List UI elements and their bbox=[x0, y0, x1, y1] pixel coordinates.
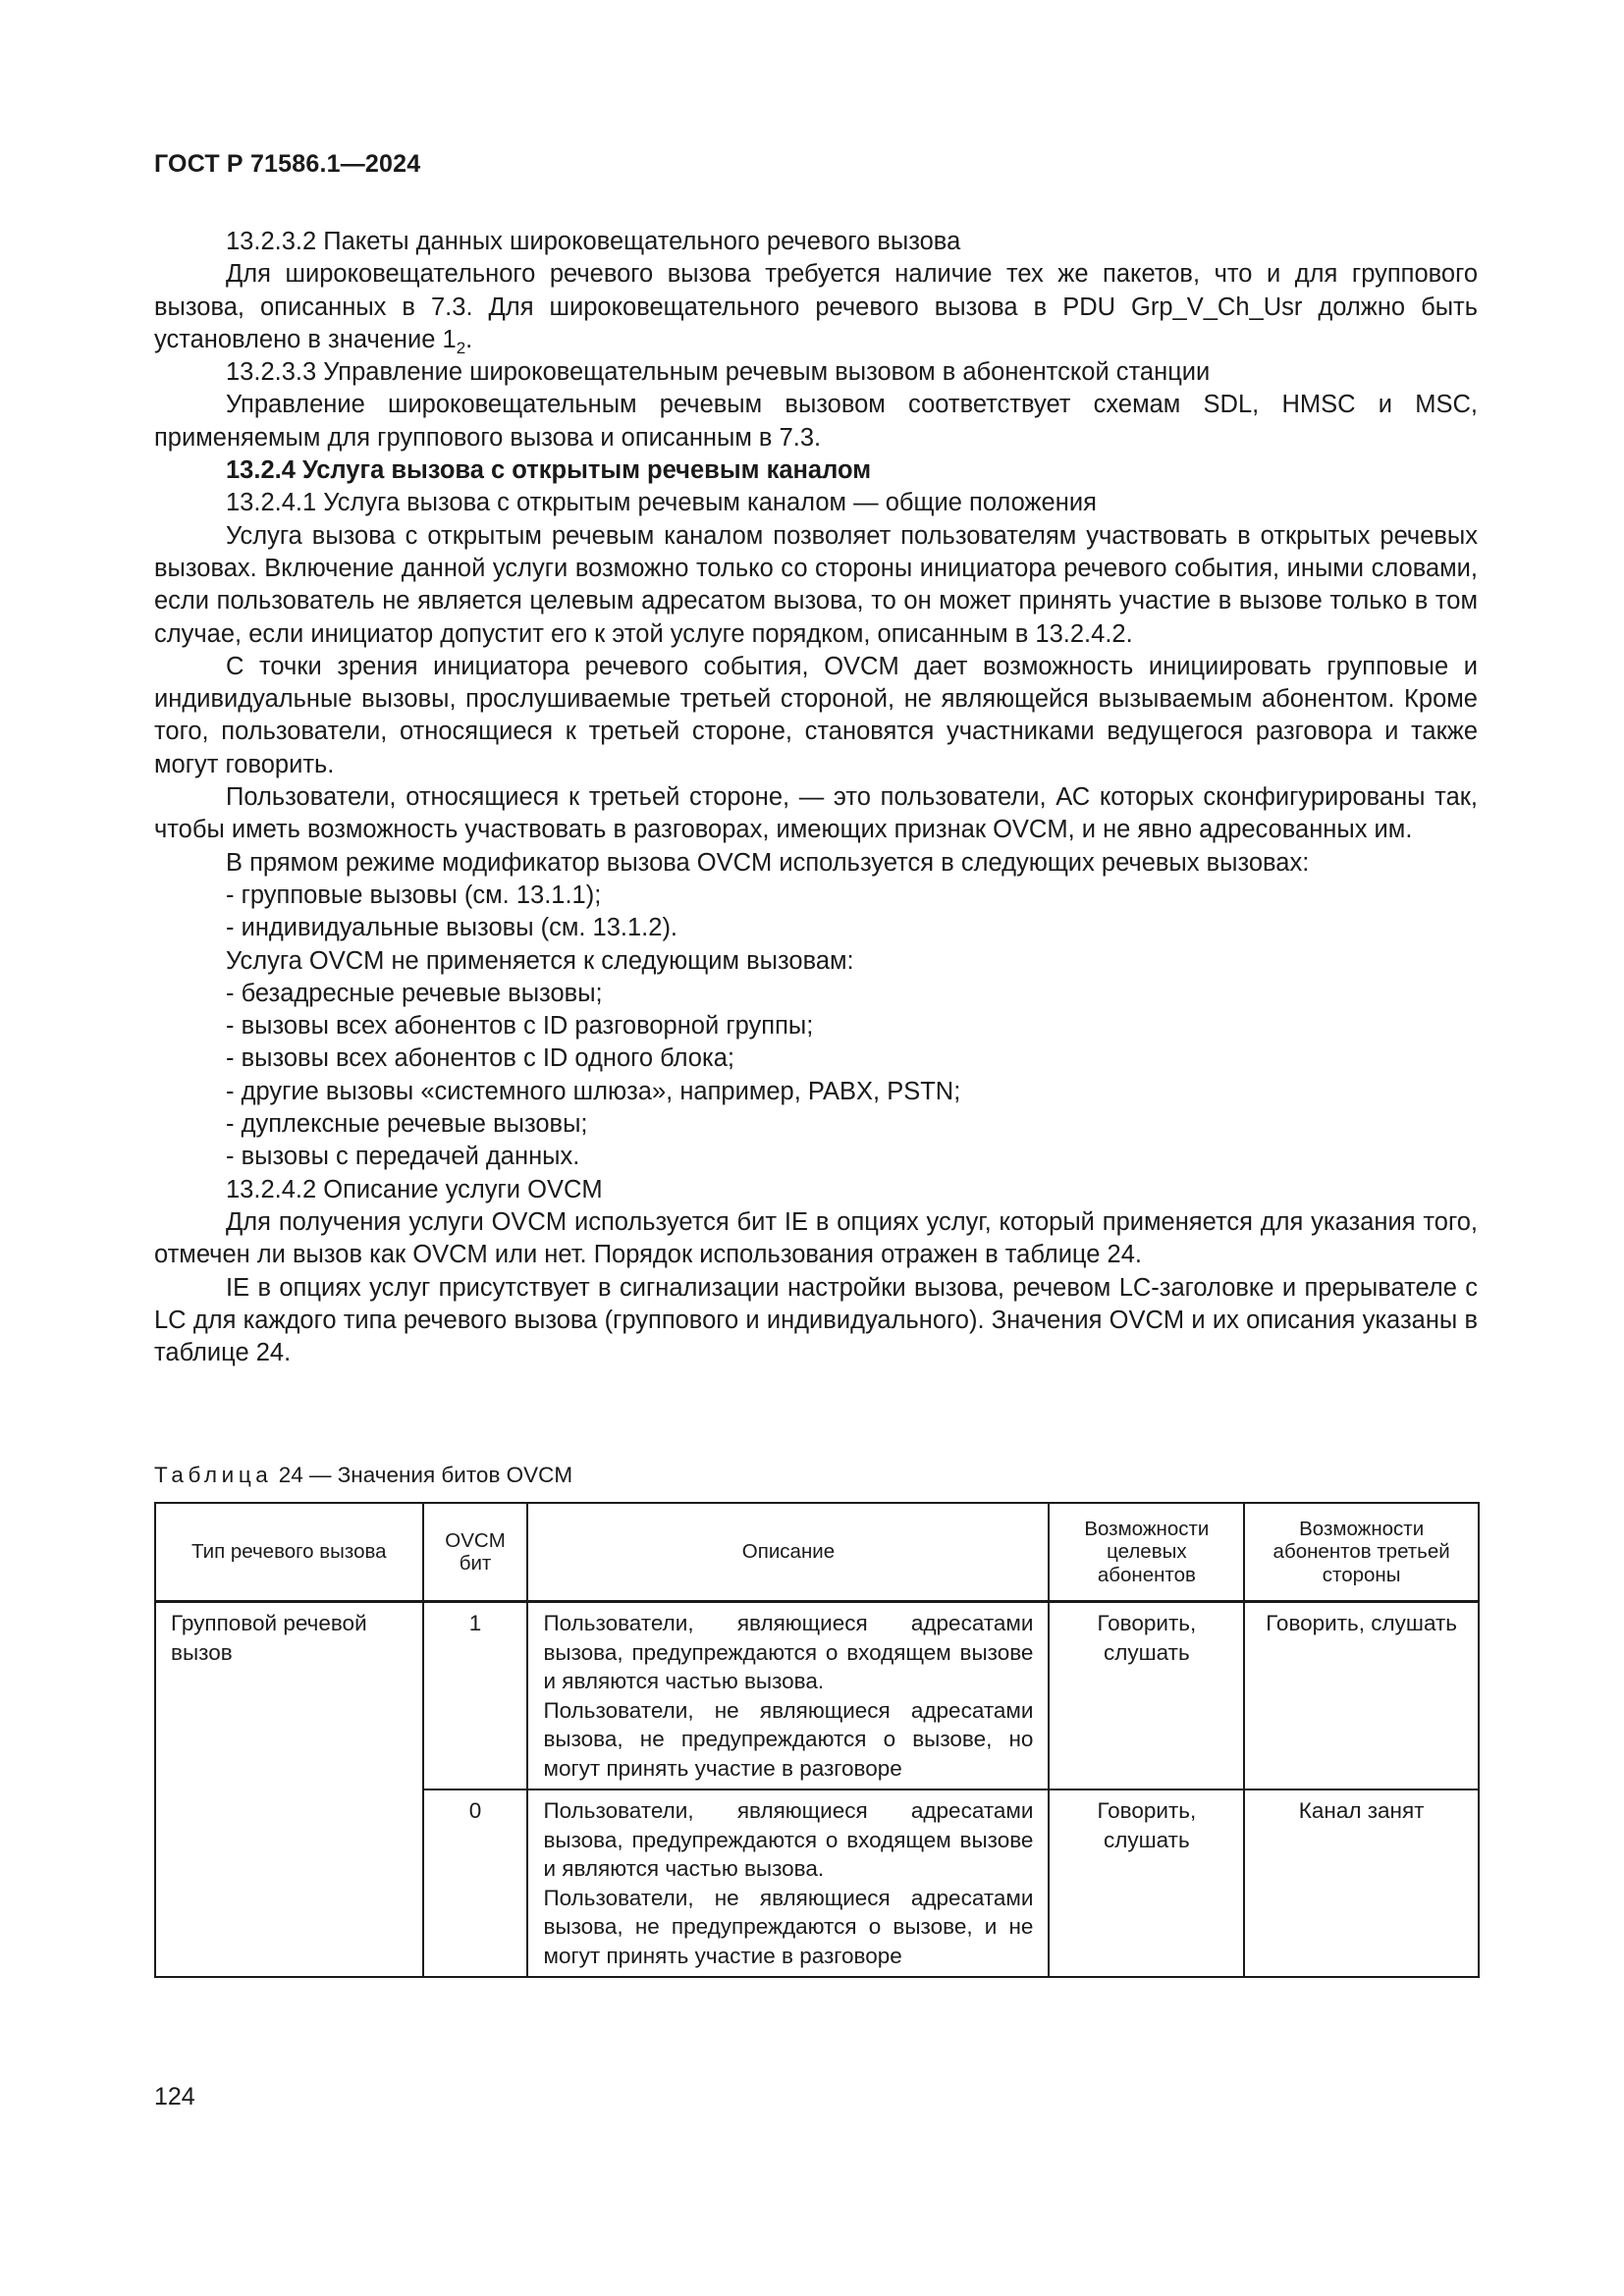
paragraph: Услуга вызова с открытым речевым каналом позволяет пользователям участвовать в открытых речевых вызовах. Включение данной услуги возможно только со стороны инициатора речевого события, иными словами, если пользователь не является целевым адресатом вызова, то он может принять участие в вызове только в том случае, если инициатор допустит его к этой услуге порядком, описанным в 13.2.4.2. bbox=[154, 521, 1478, 648]
cell-call-type: Групповой речевой вызов bbox=[155, 1602, 423, 1978]
section-heading-13-2-4-1: 13.2.4.1 Услуга вызова с открытым речевым каналом — общие положения bbox=[226, 489, 1097, 517]
description-part-b: Пользователи, не являющиеся адресатами вызова, не предупреждаются о вызове, и не могут принять участие в разговоре bbox=[543, 1885, 1034, 1968]
paragraph: Для получения услуги OVCM используется бит IE в опциях услуг, который применяется для указания того, отмечен ли вызов как OVCM или нет. Порядок использования отражен в таблице 24. bbox=[154, 1207, 1478, 1269]
list-item: - безадресные речевые вызовы; bbox=[226, 979, 603, 1007]
header-ovcm-bit: OVCM бит bbox=[423, 1503, 528, 1602]
section-heading-13-2-3-2: 13.2.3.2 Пакеты данных широковещательного речевого вызова bbox=[226, 228, 961, 255]
table-header-row bbox=[155, 1503, 1479, 1602]
page-number: 124 bbox=[154, 2083, 195, 2110]
list-item: - дуплексные речевые вызовы; bbox=[226, 1110, 588, 1139]
list-item: - индивидуальные вызовы (см. 13.1.2). bbox=[226, 914, 678, 942]
table-caption bbox=[154, 1463, 572, 1488]
description-part-a: Пользователи, являющиеся адресатами вызова, предупреждаются о входящем вызове и являются частью вызова. bbox=[543, 1798, 1034, 1881]
description-part-b: Пользователи, не являющиеся адресатами вызова, не предупреждаются о вызове, но могут принять участие в разговоре bbox=[543, 1697, 1034, 1781]
body-text bbox=[154, 226, 1478, 1369]
paragraph: Управление широковещательным речевым вызовом соответствует схемам SDL, HMSC и MSC, применяемым для группового вызова и описанным в 7.3. bbox=[154, 391, 1478, 452]
list-item: - групповые вызовы (см. 13.1.1); bbox=[226, 881, 602, 909]
section-heading-13-2-4-2: 13.2.4.2 Описание услуги OVCM bbox=[226, 1175, 603, 1203]
list-item: - вызовы всех абонентов с ID одного блока; bbox=[226, 1044, 734, 1073]
cell-ovcm-bit: 1 bbox=[423, 1602, 528, 1790]
header-call-type: Тип речевого вызова bbox=[155, 1503, 423, 1602]
subscript: 2 bbox=[456, 338, 466, 357]
header-third-party-capabilities: Возможности абонентов третьей стороны bbox=[1244, 1503, 1479, 1602]
list-item: - вызовы с передачей данных. bbox=[226, 1143, 580, 1171]
cell-target-capabilities: Говорить, слушать bbox=[1049, 1602, 1244, 1790]
paragraph-end: . bbox=[465, 325, 473, 353]
cell-third-party-capabilities: Канал занят bbox=[1244, 1789, 1479, 1977]
standard-header: ГОСТ Р 71586.1—2024 bbox=[154, 150, 421, 178]
table-caption-title: 24 — Значения битов OVCM bbox=[278, 1463, 573, 1487]
cell-target-capabilities: Говорить, слушать bbox=[1049, 1789, 1244, 1977]
paragraph-text: Для широковещательного речевого вызова требуется наличие тех же пакетов, что и для группового вызова, описанных в 7.3. Для широковещательного речевого вызова в PDU Grp_V_Ch_Usr должно быть установлено в значение 1 bbox=[154, 260, 1478, 353]
header-description: Описание bbox=[527, 1503, 1049, 1602]
list-item: - другие вызовы «системного шлюза», например, PABX, PSTN; bbox=[226, 1077, 961, 1105]
paragraph: IE в опциях услуг присутствует в сигнализации настройки вызова, речевом LC-заголовке и прерывателе с LC для каждого типа речевого вызова (группового и индивидуального). Значения OVCM и их описания указаны в таблице 24. bbox=[154, 1273, 1478, 1367]
cell-ovcm-bit: 0 bbox=[423, 1789, 528, 1977]
table-caption-label: Таблица bbox=[154, 1463, 273, 1487]
ovcm-table bbox=[154, 1502, 1480, 1978]
section-heading-13-2-4: 13.2.4 Услуга вызова с открытым речевым каналом bbox=[226, 456, 872, 485]
description-part-a: Пользователи, являющиеся адресатами вызова, предупреждаются о входящем вызове и являются частью вызова. bbox=[543, 1611, 1034, 1693]
paragraph: Услуга OVCM не применяется к следующим вызовам: bbox=[226, 946, 854, 975]
cell-description bbox=[527, 1602, 1049, 1790]
paragraph: Пользователи, относящиеся к третьей стороне, — это пользователи, АС которых сконфигурированы так, чтобы иметь возможность участвовать в разговорах, имеющих признак OVCM, и не явно адресованных им. bbox=[154, 783, 1478, 844]
list-item: - вызовы всех абонентов с ID разговорной группы; bbox=[226, 1012, 814, 1041]
header-target-capabilities: Возможности целевых абонентов bbox=[1049, 1503, 1244, 1602]
table-row bbox=[155, 1602, 1479, 1790]
cell-description bbox=[527, 1789, 1049, 1977]
cell-third-party-capabilities: Говорить, слушать bbox=[1244, 1602, 1479, 1790]
paragraph: В прямом режиме модификатор вызова OVCM используется в следующих речевых вызовах: bbox=[226, 848, 1310, 877]
paragraph bbox=[154, 258, 1478, 356]
section-heading-13-2-3-3: 13.2.3.3 Управление широковещательным речевым вызовом в абонентской станции bbox=[226, 358, 1211, 387]
paragraph: С точки зрения инициатора речевого события, OVCM дает возможность инициировать групповые и индивидуальные вызовы, прослушиваемые третьей стороной, не являющейся вызываемым абонентом. Кроме того, пользователи, относящиеся к третьей стороне, становятся участниками ведущегося разговора и также могут говорить. bbox=[154, 652, 1478, 778]
